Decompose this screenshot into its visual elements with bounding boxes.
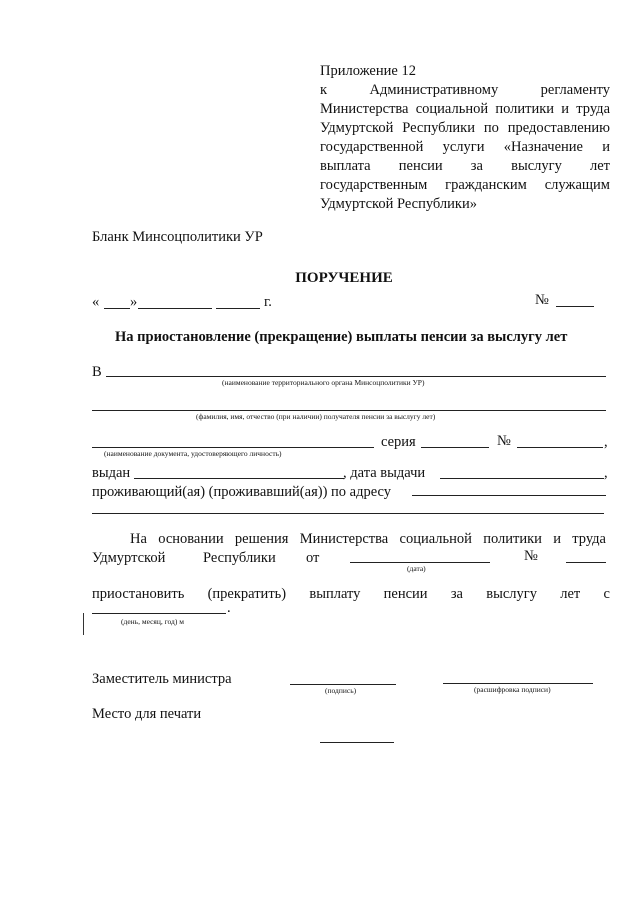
suspend-row <box>92 585 610 604</box>
series-label: серия <box>381 434 416 450</box>
suspend-word: за <box>450 586 463 602</box>
day-line <box>104 308 130 309</box>
issued-by-line <box>134 478 344 479</box>
suspend-word: выслугу <box>486 586 537 602</box>
issue-date-line <box>440 478 604 479</box>
blank-label: Бланк Минсоцполитики УР <box>92 229 263 245</box>
signature-decode-caption: (расшифровка подписи) <box>474 685 551 694</box>
doc-row-comma: , <box>604 434 608 450</box>
basis-word: Удмуртской <box>92 550 166 566</box>
decision-number-sign: № <box>524 548 538 564</box>
signature-line <box>290 684 396 685</box>
issued-row-comma: , <box>604 465 608 481</box>
appendix-line: государственным гражданским служащим <box>320 177 610 193</box>
doc-number-sign: № <box>497 433 511 449</box>
basis-line-1: На основании решения Министерства социальной политики и труда <box>130 531 606 547</box>
signature-caption: (подпись) <box>325 686 357 695</box>
doc-number-line <box>517 447 603 448</box>
document-line <box>92 447 374 448</box>
suspend-word: выплату <box>309 586 361 602</box>
decision-date-line <box>350 562 490 563</box>
basis-word: Республики <box>203 550 276 566</box>
appendix-line: Удмуртской Республики» <box>320 196 477 212</box>
suspend-word: лет <box>560 586 581 602</box>
deputy-minister-label: Заместитель министра <box>92 671 232 687</box>
suspend-word: с <box>603 586 610 602</box>
issue-date-label: , дата выдачи <box>343 465 426 481</box>
year-suffix: г. <box>264 294 272 310</box>
address-line-2 <box>92 513 604 514</box>
appendix-line: выплата пенсии за выслугу лет <box>320 158 610 174</box>
appendix-line: государственной услуги «Назначение и <box>320 139 610 155</box>
suspend-word: пенсии <box>383 586 428 602</box>
appendix-block <box>320 62 610 214</box>
appendix-line: Приложение 12 <box>320 63 416 79</box>
decision-number-line <box>566 562 606 563</box>
fio-caption: (фамилия, имя, отчество (при наличии) получателя пенсии за выслугу лет) <box>196 412 436 421</box>
year-line <box>216 308 260 309</box>
date-close-quote: » <box>130 294 138 310</box>
order-number-sign: № <box>535 292 549 308</box>
suspend-date-dot: . <box>227 600 231 616</box>
organ-line <box>106 376 606 377</box>
margin-mark <box>83 613 84 635</box>
decision-date-caption: (дата) <box>407 564 426 573</box>
date-open-quote: « <box>92 294 100 310</box>
organ-caption: (наименование территориального органа Минсоцполитики УР) <box>222 378 425 387</box>
stamp-line <box>320 742 394 743</box>
document-subject: На приостановление (прекращение) выплаты пенсии за выслугу лет <box>115 329 568 345</box>
issued-label: выдан <box>92 465 131 481</box>
series-line <box>421 447 489 448</box>
fio-line <box>92 410 606 411</box>
appendix-line: Удмуртской Республики по предоставлению <box>320 120 610 136</box>
suspend-date-caption: (день, месяц, год) м <box>121 617 184 626</box>
basis-word: от <box>306 550 320 566</box>
order-number-line <box>556 306 594 307</box>
appendix-line: к Административному регламенту <box>320 82 610 98</box>
residing-label: проживающий(ая) (проживавший(ая)) по адресу <box>92 484 392 500</box>
suspend-word: приостановить <box>92 586 185 602</box>
to-label: В <box>92 364 102 380</box>
address-line-1 <box>412 495 606 496</box>
appendix-line: Министерства социальной политики и труда <box>320 101 610 117</box>
stamp-place-label: Место для печати <box>92 706 202 722</box>
document-title: ПОРУЧЕНИЕ <box>295 270 393 286</box>
suspend-word: (прекратить) <box>207 586 287 602</box>
document-caption: (наименование документа, удостоверяющего личность) <box>104 449 282 458</box>
signature-decode-line <box>443 683 593 684</box>
month-line <box>138 308 212 309</box>
suspend-date-line <box>92 613 226 614</box>
